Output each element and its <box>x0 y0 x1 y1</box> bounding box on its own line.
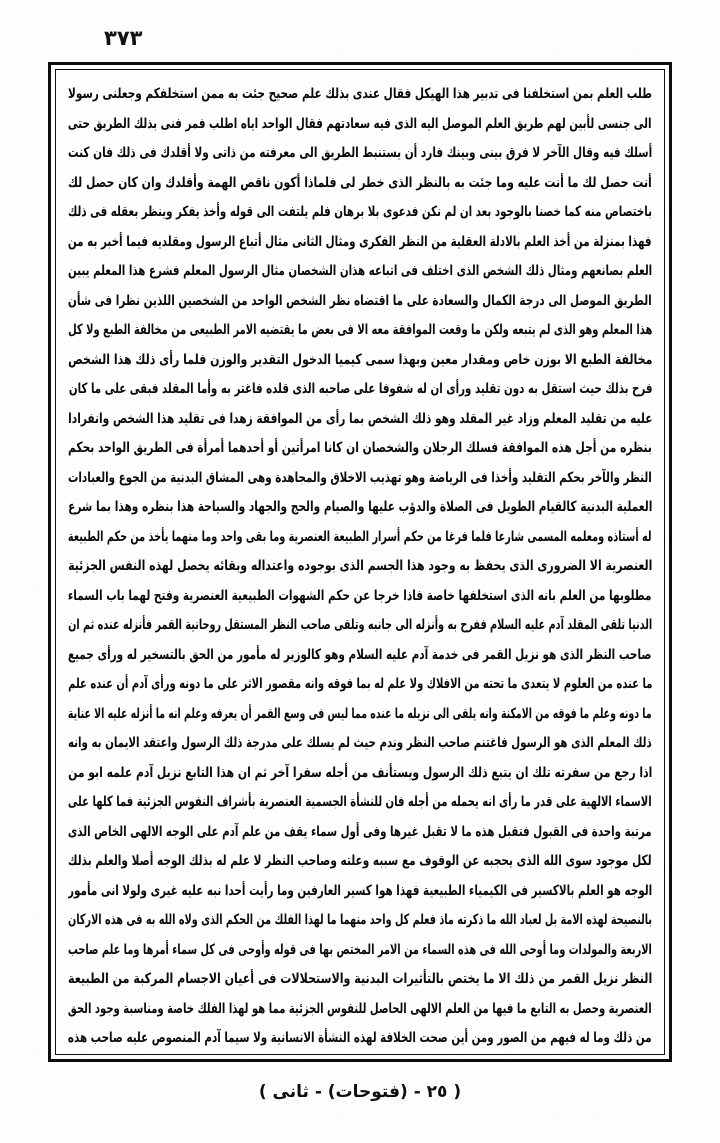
text-line <box>68 316 652 346</box>
text-line <box>68 169 652 199</box>
text-line <box>68 1024 652 1046</box>
text-line <box>68 228 652 258</box>
text-line <box>68 405 652 435</box>
text-line <box>68 611 652 641</box>
text-line-content: العلم بصانعهم ومثال ذلك الشخص الذى اختلف فى اتباعه هذان الشخصان مثال الرسول المعلم فشرع هذا المعلم يبين <box>68 263 652 279</box>
text-line-content: بنظره من أجل هذه الموافقة فسلك الرجلان والشخصان ان كانا امرأتين أو أحدهما أمرأة فى الطريق الواحد بحكم <box>68 440 652 456</box>
text-line-content: مخالفة الطبع الا بوزن خاص ومقدار معين وبهذا سمى كيميا الدخول التقدير والوزن فلما رأى ذلك هذا الشخص <box>68 351 652 368</box>
text-line-content: أنت حصل لك ما أنت عليه وما جئت به بالنظر الذى خطر لى فلماذا أكون ناقص الهمة وأقلدك وان كان حصل لك <box>68 174 652 191</box>
text-line <box>68 139 652 169</box>
text-line-content: له أستاذه ومعلمه المسمى شارعا فلما فرغا من حكم أسرار الطبيعة العنصرية وما بقى واحد وما منهما يأخذ من حكم الطبيعة <box>68 528 652 545</box>
text-line-content: هذا المعلم وهو الذى لم يتبعه ولكن ما وقعت الموافقة معه الا فى بعض ما يقتضيه الامر الطبيعى من مخالفة الطبع ولا كل <box>68 322 652 338</box>
text-line-content: صاحب النظر الذى هو نزيل القمر فى خدمة آدم عليه السلام وهو كالوزير له مأمور من الحق بالتسخير له ورأى جميع <box>68 646 652 663</box>
text-line <box>68 552 652 582</box>
text-line-content: باختصاص منه كما خصنا بالوجود بعد ان لم نكن فدعوى بلا برهان فلم يلتفت الى قوله وأخذ يفكر وينظر بعقله فى ذلك <box>68 204 652 220</box>
text-line-content: أسلك فيه وقال الآخر لا فرق بينى وبينك فارد أن يستنبط الطريق الى معرفته من ذاتى ولا أقلدك فى ذلك فان كنت <box>68 145 652 161</box>
text-line-content: بالنصيحة لهذه الامة بل لعباد الله ما ذكرته ماذ فعلم كل واحد منهما ما لهذا الفلك من الحكم الذى ولاه الله به فى هذه الاركان <box>68 912 652 928</box>
text-line-content: الاسماء الالهية على قدر ما رأى انه يحمله من أجله فان للنشأة الجسمية العنصرية بأشراف النفوس الجزئية فما كلها على <box>68 794 652 810</box>
text-line-content: مرتبة واحدة فى القبول فتقبل هذه ما لا تقبل غيرها وفى أول سماء يقف من علم آدم على الوجه الالهى الخاص الذى <box>68 823 652 840</box>
text-line <box>68 759 652 789</box>
text-line <box>68 80 652 110</box>
text-line-content: العملية البدنية كالقيام الطويل فى الصلاة والدؤب عليها والصيام والحج والجهاد والسياحة هذا بنظره وهذا بما شرع <box>68 499 652 515</box>
text-line-content: الاربعة والمولدات وما أوحى الله فى هذه السماء من الامر المختص بها فى قوله وأوحى فى كل سماء أمرها وما علم صاحب <box>68 941 652 958</box>
text-line <box>68 995 652 1025</box>
text-line <box>68 847 652 877</box>
text-line-content: الوجه هو العلم بالاكسير فى الكيمياء الطبيعية فهذا هوا كسير العارفين وما رأيت أحدا نبه عليه غيرى ولولا انى مأمور <box>68 882 652 899</box>
text-line <box>68 257 652 287</box>
text-line-content: لكل موجود سوى الله الذى يحجبه عن الوقوف مع سببه وعلته وصاحب النظر لا علم له بذلك الوجه أصلا والعلم بذلك <box>68 853 652 869</box>
text-line-content: مطلوبها من العلم بانه الذى استخلفها خاصة فاذا خرجا عن حكم الشهوات الطبيعية العنصرية وفتح لهما باب السماء <box>68 587 652 604</box>
text-line <box>68 906 652 936</box>
text-line <box>68 523 652 553</box>
text-line <box>68 287 652 317</box>
text-line-content: الدنيا تلقى المقلد آدم عليه السلام ففرح به وأنزله الى جانبه وتلقى صاحب النظر المستقل روحانية القمر فأنزله عنده ثم ان <box>68 617 652 633</box>
text-line-content: ما عنده من العلوم لا يتعدى ما تحته من الافلاك ولا علم له بما فوقه وانه مقصور الاثر على ما دونه ورأى آدم أن عنده علم <box>68 676 652 692</box>
text-line <box>68 818 652 848</box>
text-line <box>68 582 652 612</box>
text-line-content: النظر والآخر بحكم التقليد وأخذا فى الرياضة وهو تهذيب الاخلاق والمجاهدة وهى المشاق البدنية من الجوع والعبادات <box>68 469 652 486</box>
text-line <box>68 788 652 818</box>
text-line <box>68 434 652 464</box>
text-line-content: العنصرية وحصل به التابع ما فيها من العلم الالهى الحاصل للنفوس الجزئية مما هو لهذا الفلك خاصة ومناسبة وجود الحق <box>68 1000 652 1017</box>
text-line <box>68 641 652 671</box>
text-line-content: فهذا بمنزلة من أخذ العلم بالادلة العقلية من النظر الفكرى ومثال الثانى مثال أتباع الرسول ومقلديه فيما أخبر به من <box>68 233 652 250</box>
text-line-content: اذا رجع من سفرته تلك ان يتبع ذلك الرسول ويستأنف من أجله سفرا آخر ثم ان هذا التابع نزيل آدم علمه ابو من <box>68 764 652 781</box>
text-line <box>68 877 652 907</box>
text-line <box>68 198 652 228</box>
text-line-content: ذلك المعلم الذى هو الرسول فاغتنم صاحب النظر وندم حيث لم يسلك على مدرجة ذلك الرسول واعتقد الايمان به وانه <box>68 735 652 751</box>
text-line-content: عليه من تقليد المعلم وزاد غير المقلد وهو ذلك الشخص بما رأى من الموافقة زهدا فى تقليد هذا الشخص وانفرادا <box>68 410 652 427</box>
text-line <box>68 670 652 700</box>
text-line-content: من ذلك وما له فيهم من الصور ومن أين صحت الخلافة لهذه النشأة الانسانية ولا سيما آدم المنصوص عليه صاحب هذه <box>68 1030 652 1046</box>
text-line-content: فرح بذلك حيث استقل به دون تقليد ورأى ان له شفوفا على صاحبه الذى قلده فاغتر به وأما المقلد فبقى على ما كان <box>68 381 652 397</box>
text-frame-outer <box>48 62 672 1062</box>
text-line-content: النظر نزيل القمر من ذلك الا ما يختص بالتأثيرات البدنية والاستحلالات فى أعيان الاجسام المركبة من الطبيعة <box>68 971 652 987</box>
text-line-content: الطريق الموصل الى درجة الكمال والسعادة على ما اقتضاه نظر الشخص الواحد من الشخصين اللذين نظرا فى شأن <box>68 292 652 309</box>
text-line <box>68 936 652 966</box>
text-line <box>68 493 652 523</box>
body-text-block <box>68 80 652 1046</box>
text-line <box>68 346 652 376</box>
text-line-content: ما دونه وعلم ما فوقه من الامكنة وانه يلقى الى نزيله ما عنده مما ليس فى وسع القمر أن يعرفه وعلم انه ما أنزله عليه الا عناية <box>68 705 652 722</box>
text-line-content: الى جنسى لأبين لهم طريق العلم الموصل اليه الذى فيه سعادتهم فقال الواحد اياه اطلب فمر فنى بذلك الطريق حتى <box>68 115 652 132</box>
text-line <box>68 729 652 759</box>
text-line <box>68 464 652 494</box>
page-number: ٣٧٣ <box>104 26 143 50</box>
footer-signature: ( ٢٥ - (فتوحات) - ثانى ) <box>258 1082 462 1102</box>
text-line <box>68 700 652 730</box>
text-frame-inner <box>55 69 665 1055</box>
text-line <box>68 965 652 995</box>
text-line <box>68 375 652 405</box>
text-line-content: العنصرية الا الضرورى الذى يحفظ به وجود هذا الجسم الذى بوجوده واعتداله وبقائه يحصل لهذه النفس الجزئية <box>68 558 652 574</box>
text-line <box>68 110 652 140</box>
text-line-content: طلب العلم بمن استخلفنا فى تدبير هذا الهيكل فقال عندى بذلك علم صحيح جئت به ممن استخلفكم وجعلنى رسولا <box>68 86 652 102</box>
